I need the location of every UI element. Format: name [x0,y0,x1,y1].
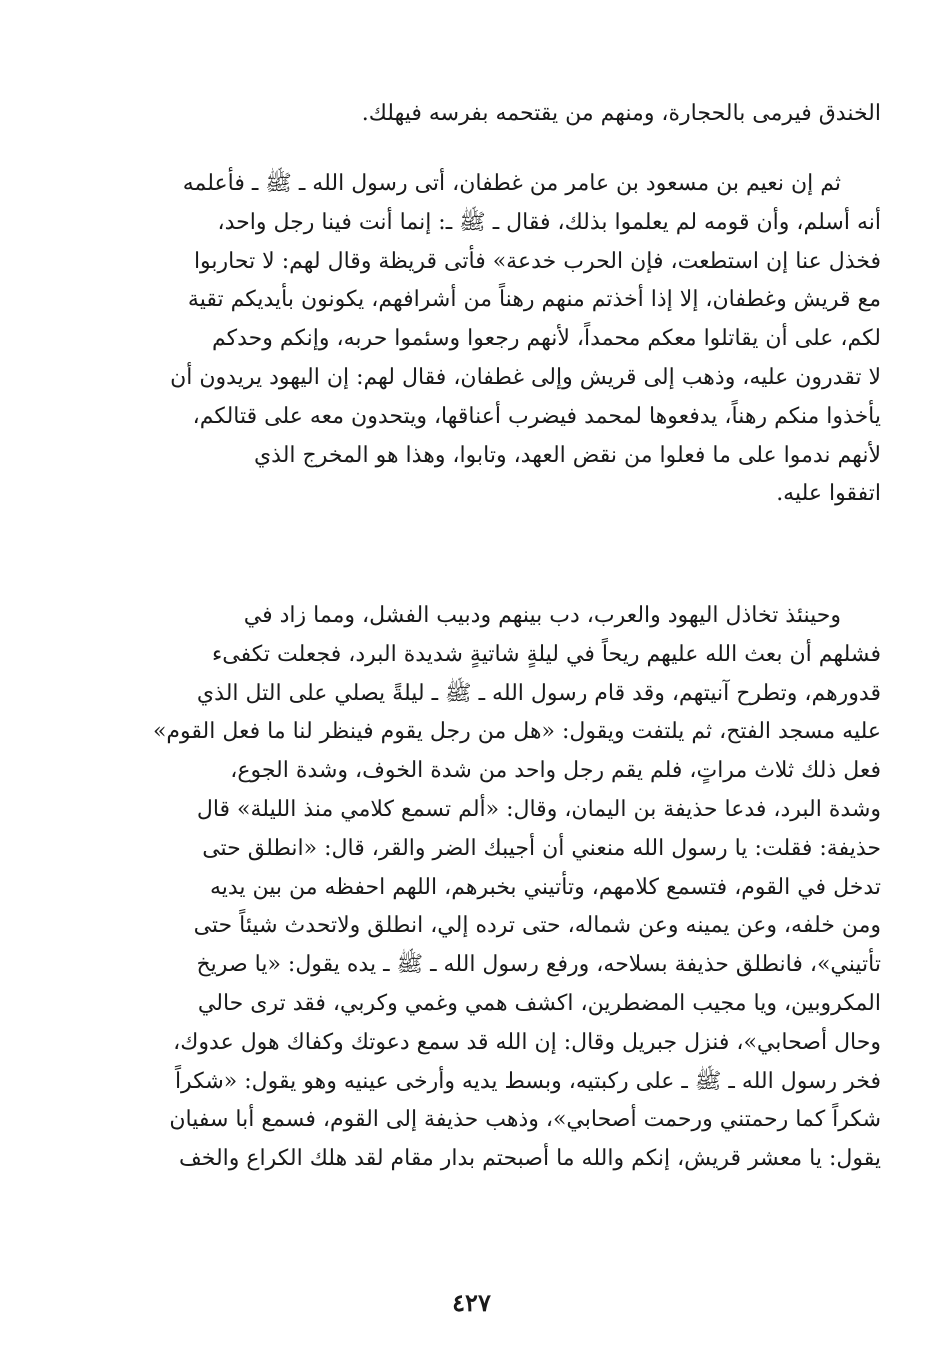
text-line: أنه أسلم، وأن قومه لم يعلموا بذلك، فقال ـ ﷺ ـ: إنما أنت فينا رجل واحد، [217,209,881,235]
text-line: تدخل في القوم، فتسمع كلامهم، وتأتيني بخبرهم، اللهم احفظه من بين يديه [209,874,881,900]
text-line: ومن خلفه، وعن يمينه وعن شماله، حتى ترده إلي، انطلق ولاتحدث شيئاً حتى [193,913,881,939]
text-line: اتفقوا عليه. [776,481,881,507]
paragraph-hudhayfa [61,597,881,1179]
text-line: شكراً كما رحمتني ورحمت أصحابي»، وذهب حذيفة إلى القوم، فسمع أبا سفيان [169,1107,881,1133]
text-line: فشلهم أن بعث الله عليهم ريحاً في ليلةٍ شاتيةٍ شديدة البرد، فجعلت تكفىء [211,641,881,667]
text-line: فعل ذلك ثلاث مراتٍ، فلم يقم رجل واحد من شدة الخوف، وشدة الجوع، [230,758,881,784]
text-line: لكم، على أن يقاتلوا معكم محمداً، لأنهم رجعوا وسئموا حربه، وإنكم وحدكم [212,326,881,352]
text-line: قدورهم، وتطرح آنيتهم، وقد قام رسول الله ـ ﷺ ـ ليلةً يصلي على التل الذي [196,680,881,706]
text-line: لا تقدرون عليه، وذهب إلى قريش وإلى غطفان، فقال لهم: إن اليهود يريدون أن [170,364,881,390]
text-line: ثم إن نعيم بن مسعود بن عامر من غطفان، أتى رسول الله ـ ﷺ ـ فأعلمه [182,171,841,196]
text-line: يقول: يا معشر قريش، إنكم والله ما أصبحتم بدار مقام لقد هلك الكراع والخف [179,1146,881,1172]
text-line: مع قريش وغطفان، إلا إذا أخذتم منهم رهناً من أشرافهم، يكونون بأيديكم تقية [187,287,881,313]
paragraph-continuation [61,95,881,134]
text-line: الخندق فيرمى بالحجارة، ومنهم من يقتحمه بفرسه فيهلك. [361,101,881,126]
text-line: وحال أصحابي»، فنزل جبريل وقال: إن الله قد سمع دعوتك وكفاك هول عدوك، [173,1029,881,1055]
text-line: حذيفة: فقلت: يا رسول الله منعني أن أجيبك الضر والقر، قال: «انطلق حتى [202,835,881,861]
text-line: فخر رسول الله ـ ﷺ ـ على ركبتيه، وبسط يديه وأرخى عينيه وهو يقول: «شكراً [174,1068,881,1094]
text-line: وشدة البرد، فدعا حذيفة بن اليمان، وقال: «ألم تسمع كلامي منذ الليلة» قال [196,796,881,822]
text-line: لأنهم ندموا على ما فعلوا من نقض العهد، وتابوا، وهذا هو المخرج الذي [253,442,881,468]
text-line: فخذل عنا إن استطعت، فإن الحرب خدعة» فأتى قريظة وقال لهم: لا تحاربوا [193,248,881,274]
paragraph-nuaym [61,165,881,514]
page-number: ٤٢٧ [452,1288,491,1317]
text-line: المكروبين، ويا مجيب المضطرين، اكشف همي وغمي وكربي، فقد ترى حالي [197,990,881,1016]
text-line: تأتيني»، فانطلق حذيفة بسلاحه، ورفع رسول الله ـ ﷺ ـ يده يقول: «يا صريخ [196,952,881,978]
text-line: عليه مسجد الفتح، ثم يلتفت ويقول: «هل من رجل يقوم فينظر لنا ما فعل القوم» [152,719,881,745]
text-line: وحينئذ تخاذل اليهود والعرب، دب بينهم ودبيب الفشل، ومما زاد في [243,603,841,628]
text-line: يأخذوا منكم رهناً، يدفعوها لمحمد فيضرب أعناقها، ويتحدون معه على قتالكم، [192,403,881,429]
